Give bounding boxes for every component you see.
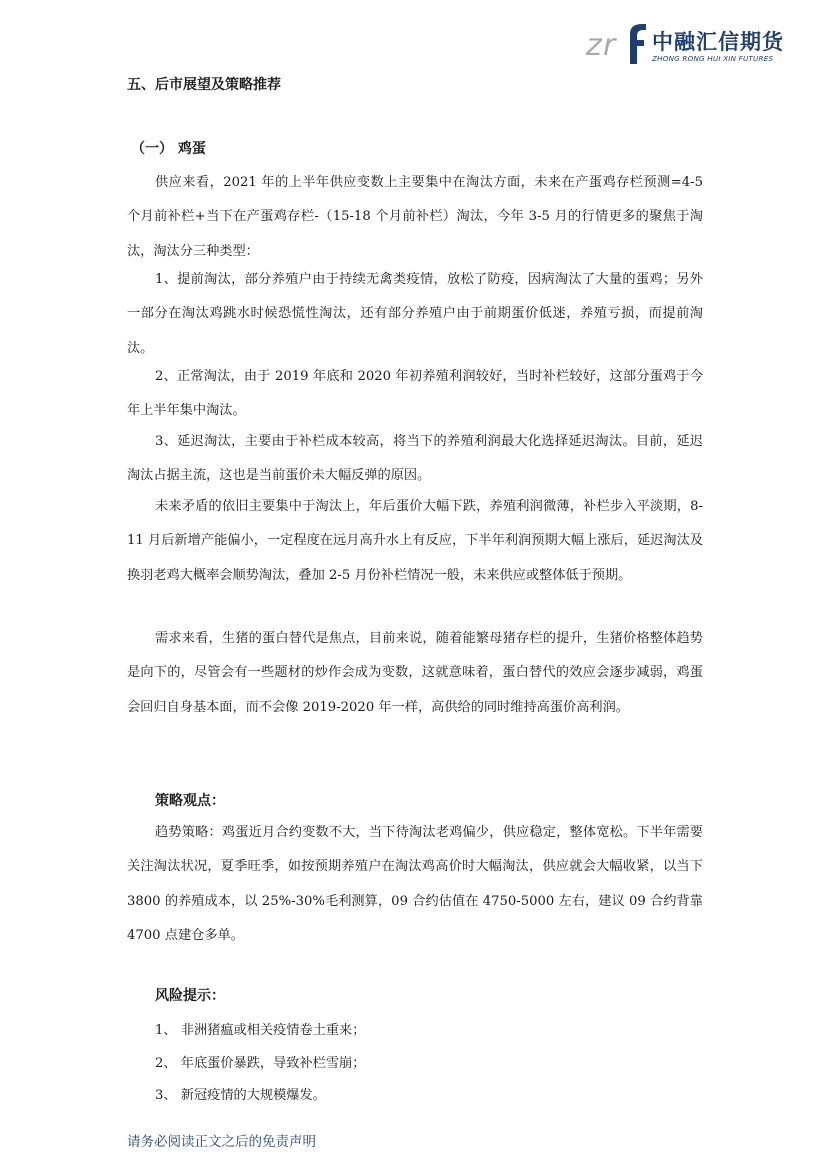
- paragraph-future-outlook: 未来矛盾的依旧主要集中于淘汰上，年后蛋价大幅下跌，养殖利润微薄，补栏步入平淡期，8-11 月后新增产能偏小，一定程度在远月高升水上有反应，下半年利润预期大幅上涨后，延迟淘汰及换羽老鸡大概率会顺势淘汰，叠加 2-5 月份补栏情况一般，未来供应或整体低于预期。: [127, 499, 703, 583]
- strategy-text: 趋势策略：鸡蛋近月合约变数不大，当下待淘汰老鸡偏少，供应稳定，整体宽松。下半年需要关注淘汰状况，夏季旺季，如按预期养殖户在淘汰鸡高价时大幅淘汰，供应就会大幅收紧，以当下 3800 的养殖成本，以 25%-30%毛利测算，09 合约估值在 4750-5000 左右，建议 09 合约背靠 4700 点建仓多单。: [127, 825, 703, 944]
- paragraph-early-culling: 1、提前淘汰，部分养殖户由于持续无禽类疫情，放松了防疫，因病淘汰了大量的蛋鸡；另外一部分在淘汰鸡跳水时候恐慌性淘汰，还有部分养殖户由于前期蛋价低迷，养殖亏损，而提前淘汰。: [127, 272, 703, 356]
- subsection-title: （一） 鸡蛋: [131, 141, 206, 157]
- paragraph-normal-culling: 2、正常淘汰，由于 2019 年底和 2020 年初养殖利润较好，当时补栏较好，这部分蛋鸡于今年上半年集中淘汰。: [127, 369, 703, 419]
- risk-item: 1、 非洲猪瘟或相关疫情卷土重来；: [155, 1023, 366, 1038]
- footer-disclaimer: 请务必阅读正文之后的免责声明: [127, 1134, 316, 1150]
- risk-item: 2、 年底蛋价暴跌，导致补栏雪崩；: [155, 1056, 366, 1071]
- section-title: 五、后市展望及策略推荐: [127, 77, 281, 93]
- paragraph-supply-overview: 供应来看，2021 年的上半年供应变数上主要集中在淘汰方面，未来在产蛋鸡存栏预测=4-5 个月前补栏+当下在产蛋鸡存栏-（15-18 个月前补栏）淘汰，今年 3-5 月的行情更多的聚焦于淘汰，淘汰分三种类型：: [127, 175, 703, 259]
- logo-english-name: ZHONG RONG HUI XIN FUTURES: [652, 54, 774, 63]
- paragraph-delayed-culling: 3、延迟淘汰，主要由于补栏成本较高，将当下的养殖利润最大化选择延迟淘汰。目前，延迟淘汰占据主流，这也是当前蛋价未大幅反弹的原因。: [127, 434, 703, 484]
- risk-heading: 风险提示：: [155, 988, 225, 1004]
- paragraph-demand: 需求来看，生猪的蛋白替代是焦点，目前来说，随着能繁母猪存栏的提升，生猪价格整体趋势是向下的，尽管会有一些题材的炒作会成为变数，这就意味着，蛋白替代的效应会逐步减弱，鸡蛋会回归自身基本面，而不会像 2019-2020 年一样，高供给的同时维持高蛋价高利润。: [127, 631, 703, 715]
- logo-chinese-name: 中融汇信期货: [652, 30, 784, 54]
- logo-mark-icon: [586, 22, 648, 66]
- company-logo: [586, 18, 784, 68]
- strategy-heading: 策略观点：: [155, 793, 225, 809]
- svg-text:r: r: [603, 28, 616, 63]
- risk-item: 3、 新冠疫情的大规模爆发。: [155, 1088, 326, 1103]
- svg-text:z: z: [586, 28, 602, 63]
